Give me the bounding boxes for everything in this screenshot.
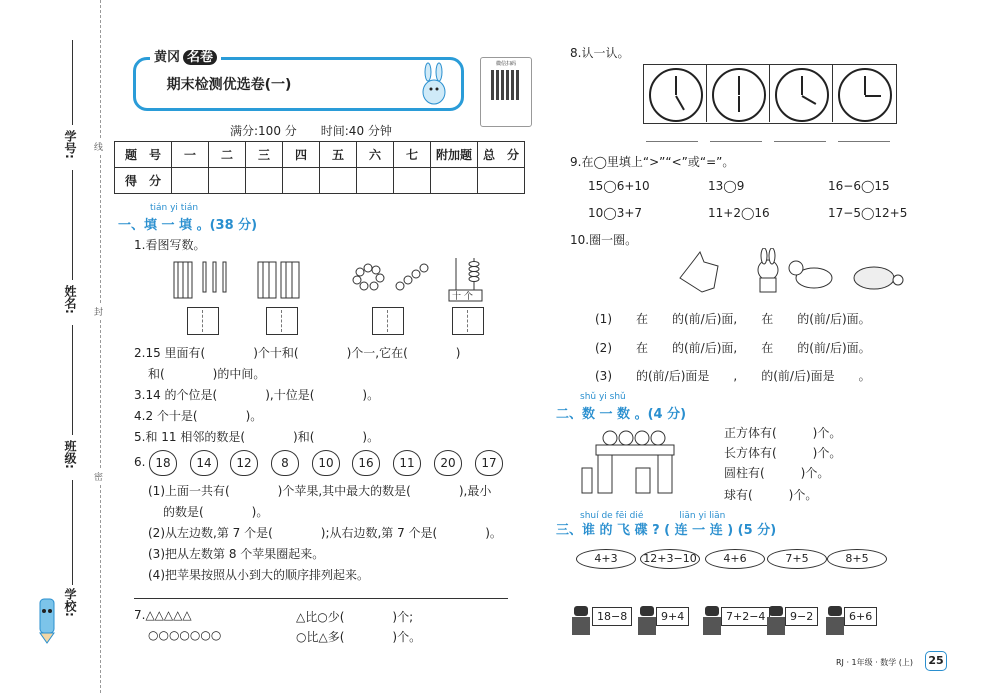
pencil-mascot-icon [32,595,62,645]
q5-text: 5.和 11 相邻的数是( )和( )。 [134,430,380,444]
q6-4-text: (4)把苹果按照从小到大的顺序排列起来。 [148,568,369,582]
q6-1-line1: (1)上面一共有( )个苹果,其中最大的数是( ),最小 [148,484,492,498]
q8-prompt: 8.认一认。 [570,46,630,60]
apple-number[interactable]: 12 [230,450,258,476]
score-header-cell: 总 分 [478,142,525,168]
clock-icon [775,68,829,122]
exam-meta: 满分:100 分 时间:40 分钟 [230,124,392,138]
section1-title: 一、填 一 填 。(38 分) [118,218,258,233]
rabbit-mascot-icon [412,62,452,106]
score-cell[interactable] [209,168,246,194]
beads-icon [352,260,432,296]
score-header-cell: 五 [320,142,357,168]
score-header-cell: 附加题 [431,142,478,168]
running-animals-icon [674,248,914,298]
class-line [72,325,73,435]
compare-item[interactable]: 11+2◯16 [708,206,770,220]
school-line [72,480,73,585]
ufo-expression[interactable]: 4+6 [705,549,765,569]
time-answer-line[interactable] [774,141,826,142]
clock-icon [712,68,766,122]
solid-shapes-icon [574,428,684,496]
secret-line-word: 密 [94,470,103,483]
answer-box[interactable] [187,307,219,335]
robot-sign[interactable]: 7+2−4 [721,607,770,626]
robot-icon [703,606,721,642]
compare-item[interactable]: 13◯9 [708,179,745,193]
answer-box[interactable] [452,307,484,335]
section3-pinyin: shuí de fēi dié liān yi liān [580,511,726,521]
answer-box[interactable] [266,307,298,335]
score-row-label: 得 分 [115,168,172,194]
q9-prompt: 9.在◯里填上“>”“<”或“=”。 [570,155,735,169]
compare-item[interactable]: 17−5◯12+5 [828,206,908,220]
score-header-row [115,142,525,168]
page-number: 25 [925,651,947,671]
score-header-cell: 六 [357,142,394,168]
q3-text: 3.14 的个位是( ),十位是( )。 [134,388,380,402]
ufo-expression[interactable]: 12+3−10 [640,549,700,569]
score-cell[interactable] [431,168,478,194]
abacus-label: 十 个 [452,292,473,302]
clock-divider [769,64,770,122]
robot-sign[interactable]: 6+6 [844,607,877,626]
q6-1-line2: 的数是( )。 [163,505,269,519]
compare-item[interactable]: 10◯3+7 [588,206,643,220]
section3-title: 三、谁 的 飞 碟 ? ( 连 一 连 ) (5 分) [556,523,777,538]
robot-sign[interactable]: 9−2 [785,607,818,626]
count-cube: 正方体有( )个。 [724,426,842,440]
brand-logo: 黄冈 名卷 [150,46,221,65]
q4-text: 4.2 个十是( )。 [134,409,263,423]
score-header-cell: 题 号 [115,142,172,168]
apple-number[interactable]: 17 [475,450,503,476]
score-table [114,141,525,194]
score-cell[interactable] [246,168,283,194]
score-header-cell: 三 [246,142,283,168]
robot-icon [638,606,656,642]
school-label: 学校: [63,588,77,617]
apple-number[interactable]: 14 [190,450,218,476]
score-header-cell: 四 [283,142,320,168]
robot-sign[interactable]: 9+4 [656,607,689,626]
score-cell[interactable] [320,168,357,194]
qr-caption: 微信扫码 [495,61,516,67]
apple-number[interactable]: 20 [434,450,462,476]
qr-code[interactable] [480,57,532,127]
q10-prompt: 10.圈一圈。 [570,233,638,247]
robot-icon [572,606,590,642]
q2-line2: 和( )的中间。 [148,367,266,381]
score-header-cell: 二 [209,142,246,168]
clock-divider [832,64,833,122]
student-number-label: 学号: [63,130,77,159]
ufo-expression[interactable]: 8+5 [827,549,887,569]
score-cell[interactable] [394,168,431,194]
section2-title: 二、数 一 数 。(4 分) [556,407,687,422]
clock-icon [649,68,703,122]
binding-margin-line [100,0,101,693]
apple-number[interactable]: 11 [393,450,421,476]
apple-number[interactable]: 18 [149,450,177,476]
score-cell[interactable] [357,168,394,194]
count-sphere: 球有( )个。 [724,488,818,502]
compare-item[interactable]: 16−6◯15 [828,179,890,193]
clock-icon [838,68,892,122]
exam-title: 期末检测优选卷(一) [166,77,292,93]
apple-number[interactable]: 8 [271,450,299,476]
name-label: 姓名: [63,285,77,314]
score-header-cell: 七 [394,142,431,168]
ufo-expression[interactable]: 7+5 [767,549,827,569]
score-cell[interactable] [283,168,320,194]
robot-sign[interactable]: 18−8 [592,607,632,626]
count-cylinder: 圆柱有( )个。 [724,466,830,480]
time-answer-line[interactable] [710,141,762,142]
name-line [72,170,73,280]
q6-label: 6. [134,455,146,469]
count-cuboid: 长方体有( )个。 [724,446,842,460]
seal-line-word: 封 [94,305,103,318]
section1-pinyin: tián yi tián [150,203,199,213]
q2-line1: 2.15 里面有( )个十和( )个一,它在( ) [134,346,461,360]
answer-rule-line [134,598,508,599]
q10-2-text: (2) 在 的(前/后)面, 在 的(前/后)面。 [595,341,871,355]
two-bundles-icon [255,256,305,302]
time-answer-line[interactable] [646,141,698,142]
q7-triangles: 7.△△△△△ [134,608,192,622]
sticks-bundle-icon [170,256,240,302]
score-header-cell: 一 [172,142,209,168]
compare-item[interactable]: 15◯6+10 [588,179,650,193]
q7-circles: ○○○○○○○ [148,628,222,642]
clock-divider [706,64,707,122]
score-value-row [115,168,525,194]
section2-pinyin: shǔ yi shǔ [580,392,626,402]
apple-number[interactable]: 16 [352,450,380,476]
q7-b-text: ○比△多( )个。 [296,630,422,644]
q1-prompt: 1.看图写数。 [134,238,206,252]
q7-a-text: △比○少( )个; [296,610,414,624]
q6-2-text: (2)从左边数,第 7 个是( );从右边数,第 7 个是( )。 [148,526,502,540]
footer-info: RJ · 1年级 · 数学 (上) [836,658,914,667]
ufo-expression[interactable]: 4+3 [576,549,636,569]
class-label: 班级: [63,440,77,469]
score-cell[interactable] [172,168,209,194]
robot-icon [826,606,844,642]
q6-3-text: (3)把从左数第 8 个苹果圈起来。 [148,547,325,561]
q10-1-text: (1) 在 的(前/后)面, 在 的(前/后)面。 [595,312,871,326]
answer-box[interactable] [372,307,404,335]
cut-line-word: 线 [94,140,103,153]
apple-number[interactable]: 10 [312,450,340,476]
score-cell[interactable] [478,168,525,194]
time-answer-line[interactable] [838,141,890,142]
q10-3-text: (3) 的(前/后)面是 , 的(前/后)面是 。 [595,369,871,383]
qr-code-icon [491,70,521,100]
robot-icon [767,606,785,642]
